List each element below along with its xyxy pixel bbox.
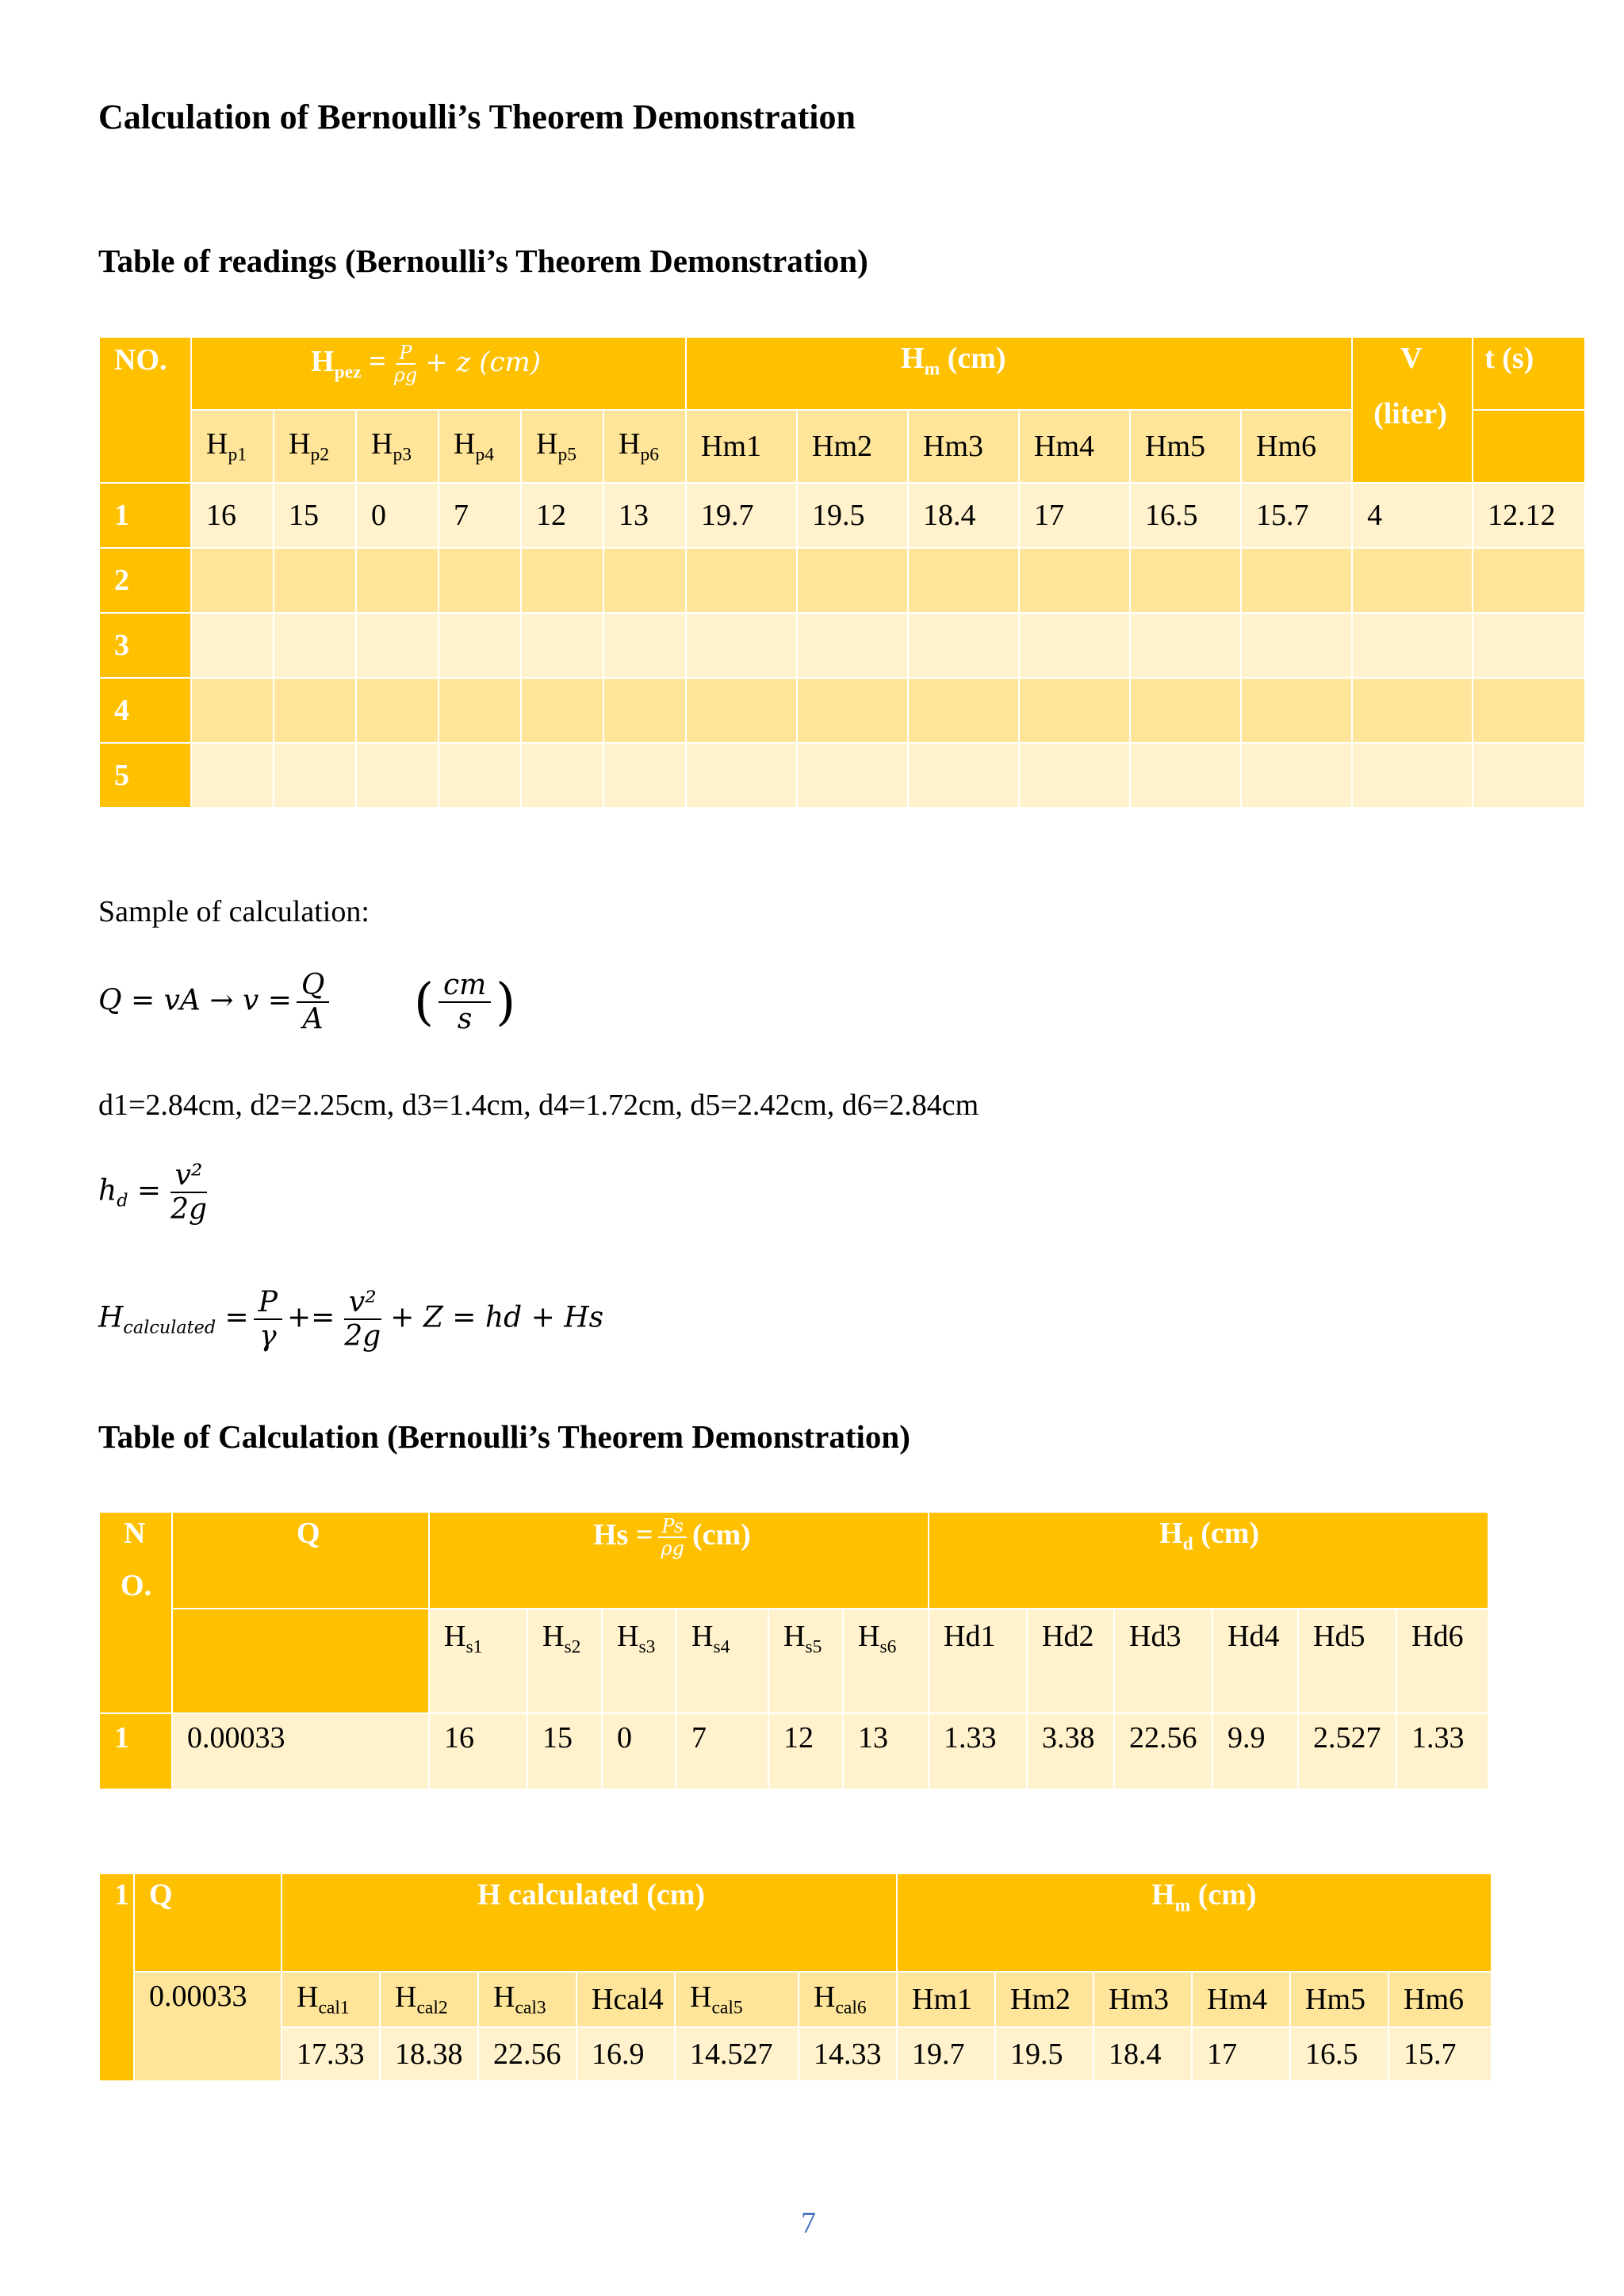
t-label: t (s) (1484, 342, 1534, 375)
sub-header-cell: Hm4 (1019, 410, 1130, 483)
q-value: 0.00033 (134, 1972, 282, 2081)
table-cell: 7 (676, 1713, 768, 1789)
table-cell: 13 (843, 1713, 929, 1789)
sub-header-cell: $H_{p6}$ (603, 410, 686, 483)
sub-header-cell: Hm6 (1241, 410, 1352, 483)
table-row (99, 678, 1585, 743)
table-cell: 14.527 (675, 2027, 799, 2081)
table-cell: 9.9 (1212, 1713, 1298, 1789)
flow-equation: Q = vA → v = $\frac{Q}{A}$ (98, 969, 334, 1036)
table-cell: 16.9 (576, 2027, 675, 2081)
table-cell (797, 678, 908, 743)
table1-heading: Table of readings (Bernoulli’s Theorem Demonstration) (98, 243, 868, 279)
sub-header-cell: Hd1 (929, 1609, 1027, 1713)
sub-header-cell: Hd2 (1027, 1609, 1114, 1713)
sub-header-cell: Hm5 (1130, 410, 1241, 483)
header-hcalc (282, 1873, 897, 1972)
table-cell (1241, 743, 1352, 808)
table-cell (521, 548, 603, 613)
velocity-unit: ( $\frac{cm}{s}$ ) (414, 969, 516, 1036)
header-hd (929, 1512, 1488, 1609)
hcalc-label: H calculated (cm) (477, 1878, 706, 1911)
table-cell (603, 548, 686, 613)
header-q (134, 1873, 282, 1972)
table-cell: 17.33 (282, 2027, 380, 2081)
table-row (99, 743, 1585, 808)
table-cell (603, 678, 686, 743)
h-calculated-equation: $H_{calculated}$ = $\frac{P}{\gamma}$ += $\frac{\text{v²}}{2g}$ + Z = hd + Hs (98, 1286, 604, 1353)
sub-header-cell: $H_{p2}$ (274, 410, 356, 483)
table-cell (686, 613, 797, 678)
table-cell (908, 548, 1019, 613)
table-cell: 12.12 (1473, 483, 1585, 548)
table-cell (686, 678, 797, 743)
header-hm (897, 1873, 1492, 1972)
diameters-text: d1=2.84cm, d2=2.25cm, d3=1.4cm, d4=1.72cm, d5=2.42cm, d6=2.84cm (98, 1089, 979, 1122)
table-cell (603, 743, 686, 808)
table-cell: 22.56 (1114, 1713, 1212, 1789)
table-cell: 14.33 (799, 2027, 897, 2081)
table-cell: 12 (768, 1713, 843, 1789)
sub-header-cell: $H_{cal6}$ (799, 1972, 897, 2027)
table-cell: 13 (603, 483, 686, 548)
header-q-filler (172, 1609, 429, 1713)
table-cell: 22.56 (478, 2027, 576, 2081)
table-cell (439, 548, 521, 613)
q-value: 0.00033 (172, 1713, 429, 1789)
table-cell (1473, 678, 1585, 743)
page-number: 7 (801, 2206, 816, 2240)
table-cell: 18.4 (908, 483, 1019, 548)
table-cell (439, 743, 521, 808)
table-cell: 19.7 (897, 2027, 995, 2081)
table-cell: 1.33 (929, 1713, 1027, 1789)
sub-header-cell: Hd6 (1396, 1609, 1488, 1713)
no-label: 1 (114, 1878, 129, 1911)
table-cell (1473, 548, 1585, 613)
sub-header-cell: Hm1 (686, 410, 797, 483)
table-cell: 15.7 (1388, 2027, 1492, 2081)
table-cell (1130, 613, 1241, 678)
sub-header-cell: $H_{cal2}$ (380, 1972, 478, 2027)
header-hs (429, 1512, 929, 1609)
hd-label: $H_d$ (cm) (1159, 1517, 1260, 1555)
table-cell (1241, 613, 1352, 678)
sub-header-cell: $H_{p1}$ (191, 410, 274, 483)
table-cell (274, 678, 356, 743)
header-no (99, 337, 191, 483)
table-cell: 0 (356, 483, 439, 548)
hm-label: $H_m$ (cm) (901, 342, 1006, 380)
sub-header-cell: $H_{s5}$ (768, 1609, 843, 1713)
table-cell: 7 (439, 483, 521, 548)
table-cell: 19.5 (995, 2027, 1094, 2081)
sub-header-cell: Hm5 (1290, 1972, 1388, 2027)
table-cell (1473, 613, 1585, 678)
table-cell (356, 548, 439, 613)
header-hm (686, 337, 1352, 410)
sub-header-cell: Hm3 (908, 410, 1019, 483)
row-number: 2 (99, 548, 191, 613)
table-cell: 3.38 (1027, 1713, 1114, 1789)
header-t-filler (1473, 410, 1585, 483)
table-cell (356, 678, 439, 743)
sub-header-cell: Hd4 (1212, 1609, 1298, 1713)
table-cell (603, 613, 686, 678)
header-no (99, 1873, 134, 2081)
h-calculated-table (98, 1873, 1492, 2082)
table-cell (274, 613, 356, 678)
sub-header-cell: Hm2 (797, 410, 908, 483)
row-number: 1 (99, 483, 191, 548)
table-cell (1352, 678, 1473, 743)
table-row (99, 548, 1585, 613)
table-cell (191, 548, 274, 613)
header-hpez (191, 337, 686, 410)
table-cell (797, 548, 908, 613)
table-cell: 15 (274, 483, 356, 548)
table-cell: 18.4 (1094, 2027, 1192, 2081)
sub-header-cell: Hm3 (1094, 1972, 1192, 2027)
table-cell (1130, 548, 1241, 613)
sub-header-cell: Hm1 (897, 1972, 995, 2027)
table-cell (1130, 743, 1241, 808)
table-cell: 16.5 (1290, 2027, 1388, 2081)
table-cell (191, 613, 274, 678)
table-cell (274, 743, 356, 808)
sub-header-cell: $H_{p4}$ (439, 410, 521, 483)
hm-label: $H_m$ (cm) (1151, 1878, 1257, 1916)
table-cell (1352, 613, 1473, 678)
table-cell (1019, 678, 1130, 743)
hpez-label: $H_{pez}$ = $\frac{P}{\rho g}$ + z (cm) (311, 342, 542, 387)
table-cell: 2.527 (1298, 1713, 1396, 1789)
table-cell (908, 678, 1019, 743)
table-cell: 4 (1352, 483, 1473, 548)
sub-header-cell: Hm6 (1388, 1972, 1492, 2027)
table-cell (1473, 743, 1585, 808)
readings-table (98, 336, 1586, 809)
table-cell: 12 (521, 483, 603, 548)
sub-header-cell: $H_{cal1}$ (282, 1972, 380, 2027)
table-cell: 15.7 (1241, 483, 1352, 548)
hs-label: Hs = $\frac{Ps}{\rho g}$ (cm) (593, 1515, 751, 1560)
table-cell (191, 678, 274, 743)
sub-header-cell: Hcal4 (576, 1972, 675, 2027)
table-cell: 18.38 (380, 2027, 478, 2081)
sample-label: Sample of calculation: (98, 895, 370, 928)
table-cell: 16.5 (1130, 483, 1241, 548)
table-cell (1241, 678, 1352, 743)
table-cell: 17 (1192, 2027, 1290, 2081)
table-cell (908, 743, 1019, 808)
table-row (99, 613, 1585, 678)
table-cell: 19.7 (686, 483, 797, 548)
table-cell (521, 678, 603, 743)
table-cell: 15 (527, 1713, 602, 1789)
header-t (1473, 337, 1585, 410)
table-cell: 17 (1019, 483, 1130, 548)
q-label: Q (297, 1517, 320, 1550)
table-cell: 16 (191, 483, 274, 548)
v-label: V (1400, 342, 1423, 375)
table-cell (1352, 743, 1473, 808)
table-cell (1241, 548, 1352, 613)
table-cell (274, 548, 356, 613)
header-no (99, 1512, 172, 1713)
table-cell (797, 613, 908, 678)
table-row (99, 483, 1585, 548)
q-label: Q (149, 1878, 173, 1911)
row-number: 5 (99, 743, 191, 808)
table-cell (439, 678, 521, 743)
row-number: 1 (99, 1713, 172, 1789)
sub-header-cell: $H_{s2}$ (527, 1609, 602, 1713)
sub-header-cell: $H_{p5}$ (521, 410, 603, 483)
sub-header-cell: $H_{cal3}$ (478, 1972, 576, 2027)
sub-header-cell: $H_{s1}$ (429, 1609, 527, 1713)
table-cell (356, 613, 439, 678)
sub-header-cell: $H_{p3}$ (356, 410, 439, 483)
row-number: 3 (99, 613, 191, 678)
table-cell: 16 (429, 1713, 527, 1789)
header-q (172, 1512, 429, 1609)
sub-header-cell: $H_{cal5}$ (675, 1972, 799, 2027)
table-row (99, 2027, 1492, 2081)
calculation-table (98, 1511, 1489, 1790)
table-cell: 19.5 (797, 483, 908, 548)
table2-heading: Table of Calculation (Bernoulli’s Theorem Demonstration) (98, 1418, 910, 1455)
table-cell (356, 743, 439, 808)
sub-header-cell: Hm2 (995, 1972, 1094, 2027)
sub-header-cell: Hd5 (1298, 1609, 1396, 1713)
header-no-label: NO. (114, 343, 167, 377)
table-cell (1130, 678, 1241, 743)
v-unit: (liter) (1373, 397, 1447, 430)
sub-header-cell: $H_{s4}$ (676, 1609, 768, 1713)
sub-header-cell: Hm4 (1192, 1972, 1290, 2027)
table-cell (1019, 743, 1130, 808)
table-cell (1352, 548, 1473, 613)
sub-header-cell: Hd3 (1114, 1609, 1212, 1713)
table-cell: 1.33 (1396, 1713, 1488, 1789)
table-cell (1019, 548, 1130, 613)
sub-header-cell: $H_{s3}$ (602, 1609, 676, 1713)
table-cell (521, 743, 603, 808)
sub-header-cell: $H_{s6}$ (843, 1609, 929, 1713)
table-cell (521, 613, 603, 678)
table-cell (439, 613, 521, 678)
table-cell (686, 548, 797, 613)
velocity-head-equation: $h_d$ = $\frac{\text{v²}}{2g}$ (98, 1159, 208, 1226)
table-cell: 0 (602, 1713, 676, 1789)
page-title: Calculation of Bernoulli’s Theorem Demonstration (98, 98, 856, 136)
no-label-1: N (124, 1517, 146, 1550)
header-v (1352, 337, 1473, 483)
no-label-2: O. (121, 1569, 152, 1602)
table-row (99, 1713, 1488, 1789)
row-number: 4 (99, 678, 191, 743)
table-cell (191, 743, 274, 808)
table-cell (908, 613, 1019, 678)
table-cell (1019, 613, 1130, 678)
table-cell (686, 743, 797, 808)
table-cell (797, 743, 908, 808)
